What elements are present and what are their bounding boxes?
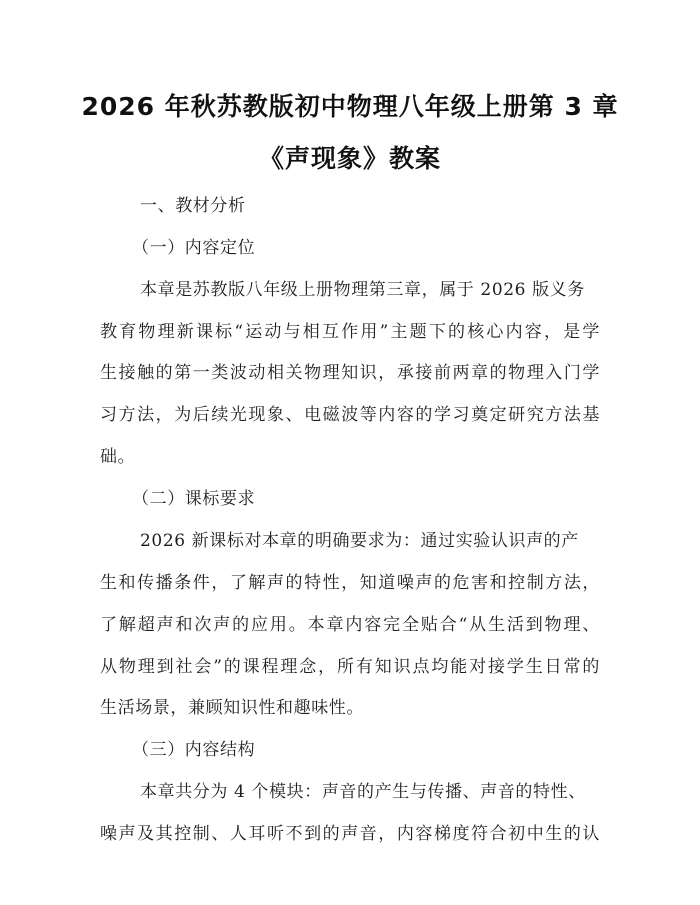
subsection-heading-curriculum-requirements: （二）课标要求 <box>132 489 256 509</box>
paragraph-line: 2026 新课标对本章的明确要求为：通过实验认识声的产 <box>140 531 579 551</box>
paragraph-line: 从物理到社会”的课程理念，所有知识点均能对接学生日常的 <box>100 657 600 677</box>
paragraph-line: 了解超声和次声的应用。本章内容完全贴合“从生活到物理、 <box>100 615 600 635</box>
paragraph-line: 生和传播条件，了解声的特性，知道噪声的危害和控制方法， <box>100 573 600 593</box>
subsection-heading-content-position: （一）内容定位 <box>132 238 256 258</box>
paragraph-line: 本章是苏教版八年级上册物理第三章，属于 2026 版义务 <box>140 280 585 300</box>
paragraph-line: 习方法，为后续光现象、电磁波等内容的学习奠定研究方法基 <box>100 405 600 425</box>
section-heading-textbook-analysis: 一、教材分析 <box>140 196 246 216</box>
subsection-heading-content-structure: （三）内容结构 <box>132 740 256 760</box>
paragraph-line: 教育物理新课标“运动与相互作用”主题下的核心内容，是学 <box>100 322 600 342</box>
paragraph-line: 生活场景，兼顾知识性和趣味性。 <box>100 698 364 718</box>
document-title-line-1: 2026 年秋苏教版初中物理八年级上册第 3 章 <box>81 92 619 121</box>
paragraph-line: 噪声及其控制、人耳听不到的声音，内容梯度符合初中生的认 <box>100 824 600 844</box>
paragraph-line: 本章共分为 4 个模块：声音的产生与传播、声音的特性、 <box>140 782 586 802</box>
document-title-line-2: 《声现象》教案 <box>258 144 441 173</box>
paragraph-line: 础。 <box>100 447 136 467</box>
paragraph-line: 生接触的第一类波动相关物理知识，承接前两章的物理入门学 <box>100 363 600 383</box>
